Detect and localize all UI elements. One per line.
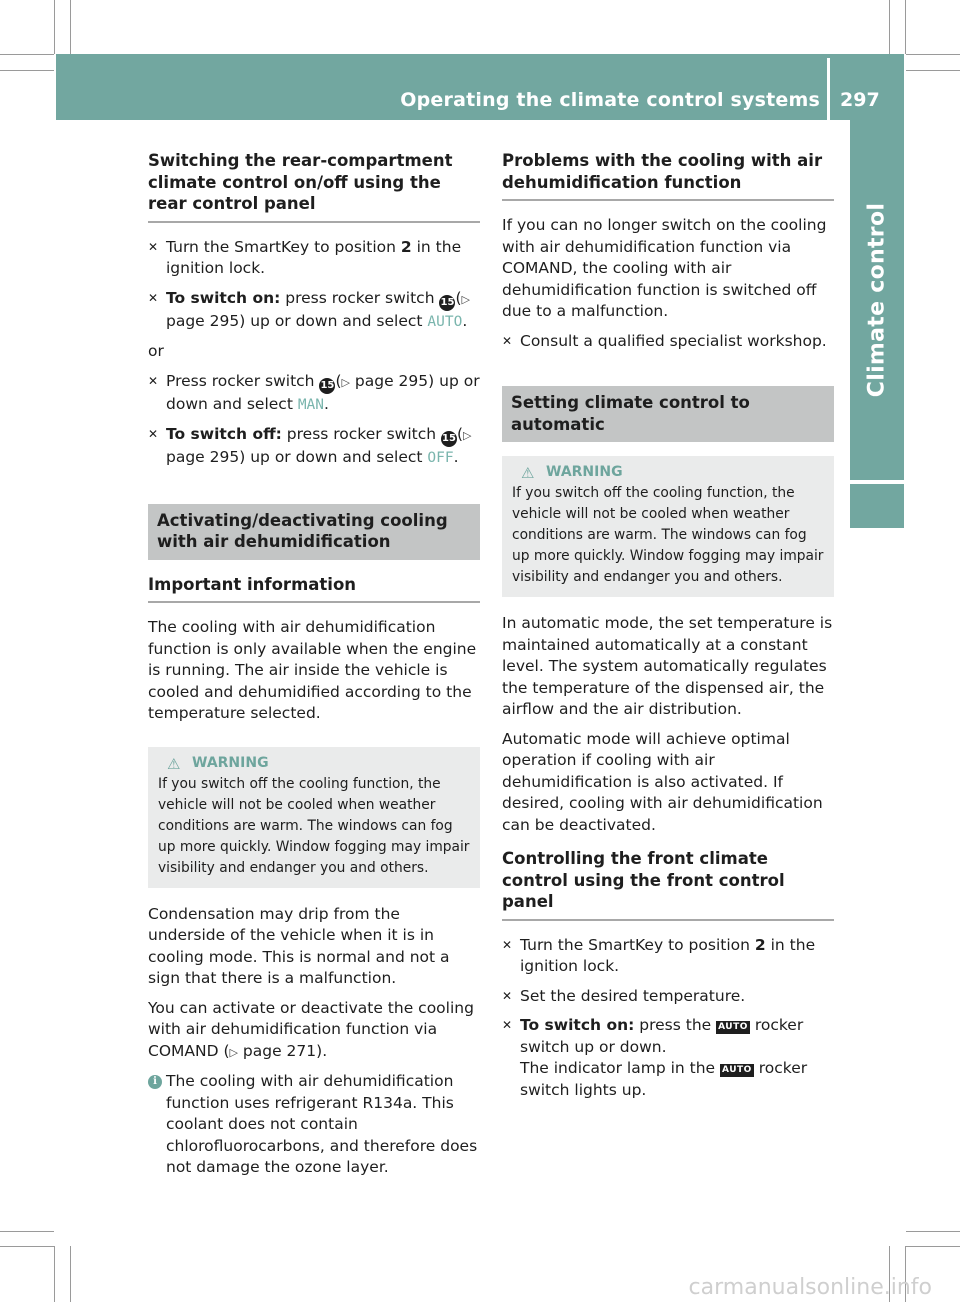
rocker-switch-number-icon: 15 bbox=[439, 295, 455, 311]
step-marker-icon: ✕ bbox=[502, 1018, 513, 1032]
right-column bbox=[502, 150, 834, 1109]
page-ref-icon: ▷ bbox=[461, 292, 470, 306]
paragraph: The cooling with air dehumidification function is only available when the engine is running. The air inside the vehicle is cooled and dehumidified according to the temperature selected. bbox=[148, 618, 477, 722]
or-text: or bbox=[148, 342, 164, 360]
paragraph: Condensation may drip from the underside of the vehicle when it is in cooling mode. This is normal and not a sign that there is a malfunction. bbox=[148, 904, 450, 987]
page-reference[interactable]: page 295 bbox=[354, 371, 429, 390]
display-text: AUTO bbox=[427, 313, 463, 330]
step-marker-icon: ✕ bbox=[502, 988, 513, 1003]
crop-mark bbox=[906, 54, 960, 55]
paragraph: If you can no longer switch on the cooling with air dehumidification function via COMAND, the cooling with air dehumidification function is switched off due to a malfunction. bbox=[502, 216, 827, 320]
instruction-step: ✕ Turn the SmartKey to position 2 in the ignition lock. bbox=[148, 237, 462, 277]
crop-mark bbox=[0, 1231, 54, 1232]
crop-mark bbox=[906, 1231, 960, 1232]
display-text: OFF bbox=[427, 450, 454, 466]
side-tab-block bbox=[850, 484, 904, 528]
watermark: carmanualsonline.info bbox=[688, 1275, 932, 1300]
step-marker-icon: ✕ bbox=[148, 373, 159, 388]
crop-mark bbox=[905, 0, 906, 54]
section-title-bar: Setting climate control to automatic bbox=[502, 386, 834, 442]
instruction-step: ✕ Consult a qualified specialist workshop. bbox=[502, 331, 834, 353]
crop-mark bbox=[54, 1246, 55, 1302]
instruction-step: ✕ To switch on: press the AUTO rocker switch up or down. The indicator lamp in the AUTO rocker switch lights up. bbox=[502, 1016, 808, 1099]
subsection-heading: Important information bbox=[148, 574, 480, 604]
display-text: MAN bbox=[297, 396, 325, 413]
step-marker-icon: ✕ bbox=[148, 427, 159, 441]
rocker-switch-number-icon: 15 bbox=[441, 431, 457, 447]
crop-mark bbox=[889, 0, 890, 54]
auto-button-icon: AUTO bbox=[718, 1022, 748, 1032]
section-heading: Problems with the cooling with air dehumidification function bbox=[502, 150, 834, 201]
step-marker-icon: ✕ bbox=[148, 290, 159, 305]
instruction-step: ✕ To switch off: press rocker switch 15(▷ page 295) up or down and select OFF. bbox=[148, 425, 472, 466]
crop-mark bbox=[70, 0, 71, 54]
warning-text: If you switch off the cooling function, the vehicle will not be cooled when weather conditions are warm. The windows can fog up more quickly. Window fogging may impair visibility and endanger you and others. bbox=[512, 485, 824, 585]
instruction-step: ✕ Set the desired temperature. bbox=[502, 986, 834, 1008]
crop-mark bbox=[906, 1246, 960, 1247]
page-reference[interactable]: page 295 bbox=[166, 448, 240, 466]
warning-text: If you switch off the cooling function, the vehicle will not be cooled when weather conditions are warm. The windows can fog up more quickly. Window fogging may impair visibility and endanger you and others. bbox=[158, 775, 470, 876]
crop-mark bbox=[0, 70, 54, 71]
page-ref-icon: ▷ bbox=[341, 375, 350, 389]
auto-button-icon: AUTO bbox=[722, 1065, 752, 1075]
subsection-heading: Controlling the front climate control using the front control panel bbox=[502, 848, 834, 921]
chapter-side-tab bbox=[850, 120, 904, 480]
crop-mark bbox=[54, 0, 55, 54]
warning-header: ⚠ WARNING bbox=[521, 464, 623, 482]
step-marker-icon: ✕ bbox=[148, 239, 159, 254]
step-marker-icon: ✕ bbox=[502, 333, 513, 348]
instruction-step: ✕ Press rocker switch 15(▷ page 295) up or down and select MAN. bbox=[148, 371, 480, 413]
warning-box bbox=[502, 456, 834, 597]
rocker-switch-number-icon: 15 bbox=[319, 378, 335, 394]
paragraph: You can activate or deactivate the cooling with air dehumidification function via COMAND (▷ page 271). bbox=[148, 998, 474, 1060]
paragraph: Automatic mode will achieve optimal operation if cooling with air dehumidification is also activated. If desired, cooling with air dehumidification can be deactivated. bbox=[502, 729, 823, 834]
page-header-title: Operating the climate control systems bbox=[400, 89, 820, 111]
warning-triangle-icon: ⚠ bbox=[521, 464, 535, 482]
left-column bbox=[148, 150, 480, 1179]
chapter-label: Climate control bbox=[864, 202, 890, 398]
page-ref-icon: ▷ bbox=[229, 1045, 238, 1059]
section-title-bar: Activating/deactivating cooling with air dehumidification bbox=[148, 504, 480, 560]
crop-mark bbox=[0, 54, 54, 55]
step-marker-icon: ✕ bbox=[502, 937, 513, 952]
crop-mark bbox=[0, 1246, 54, 1247]
crop-mark bbox=[906, 70, 960, 71]
instruction-step: ✕ Turn the SmartKey to position 2 in the ignition lock. bbox=[502, 935, 816, 975]
info-icon: i bbox=[148, 1075, 162, 1089]
info-note: i The cooling with air dehumidification function uses refrigerant R134a. This coolant does not contain chlorofluorocarbons, and therefore does not damage the ozone layer. bbox=[148, 1071, 480, 1179]
warning-box bbox=[148, 747, 480, 888]
page-number: 297 bbox=[840, 89, 880, 111]
crop-mark bbox=[70, 1246, 71, 1302]
section-heading: Switching the rear-compartment climate control on/off using the rear control panel bbox=[148, 150, 480, 223]
instruction-step: ✕ To switch on: press rocker switch 15(▷ page 295) up or down and select AUTO. bbox=[148, 288, 470, 330]
paragraph: In automatic mode, the set temperature is maintained automatically at a constant level. The system automatically regulates the temperature of the dispensed air, the airflow and the air distribution. bbox=[502, 614, 833, 718]
warning-header: ⚠ WARNING bbox=[167, 754, 269, 773]
page-reference[interactable]: page 271 bbox=[242, 1041, 317, 1060]
page-ref-icon: ▷ bbox=[463, 429, 472, 442]
header-separator bbox=[827, 58, 830, 120]
warning-triangle-icon: ⚠ bbox=[167, 754, 181, 773]
page-reference[interactable]: page 295 bbox=[166, 311, 240, 330]
